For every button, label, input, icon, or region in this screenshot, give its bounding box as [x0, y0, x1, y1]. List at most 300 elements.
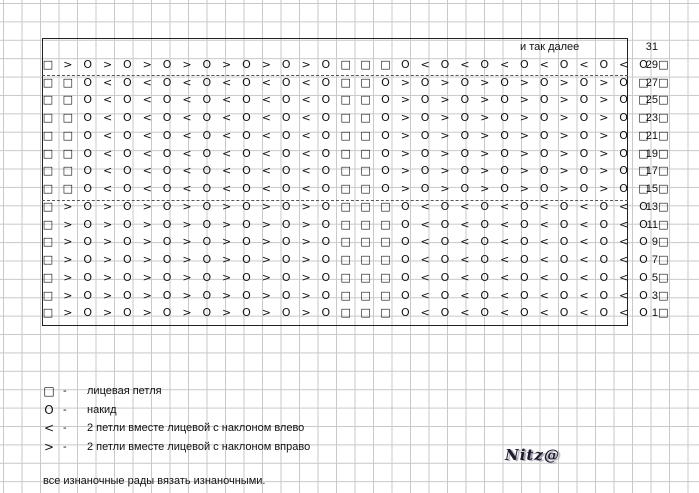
- stitch-cell: >: [599, 182, 609, 195]
- stitch-cell: >: [63, 270, 73, 284]
- stitch-cell: O: [321, 235, 331, 249]
- stitch-cell: <: [579, 288, 589, 302]
- stitch-cell: O: [83, 288, 93, 302]
- stitch-cell: □: [658, 93, 669, 107]
- stitch-cell: <: [619, 270, 629, 284]
- stitch-cell: O: [123, 146, 132, 160]
- stitch-cell: O: [440, 306, 450, 320]
- stitch-cell: >: [301, 57, 311, 71]
- stitch-cell: >: [440, 111, 450, 124]
- stitch-cell: O: [281, 164, 291, 178]
- stitch-cell: O: [520, 217, 529, 231]
- stitch-cell: O: [162, 182, 172, 195]
- stitch-cell: <: [261, 146, 271, 160]
- stitch-cell: >: [440, 128, 450, 142]
- stitch-cell: >: [222, 270, 232, 284]
- stitch-cell: □: [360, 306, 371, 320]
- stitch-cell: <: [420, 306, 430, 320]
- stitch-cell: □: [380, 235, 391, 249]
- stitch-cell: O: [281, 306, 291, 320]
- stitch-cell: >: [301, 306, 311, 320]
- stitch-cell: >: [599, 128, 609, 142]
- row-number: 25: [645, 94, 658, 107]
- stitch-cell: □: [638, 128, 649, 142]
- stitch-cell: □: [340, 111, 351, 124]
- stitch-cell: O: [162, 111, 172, 124]
- stitch-cell: >: [519, 75, 529, 89]
- stitch-cell: O: [242, 93, 251, 107]
- stitch-cell: O: [202, 253, 212, 266]
- stitch-cell: O: [123, 235, 132, 249]
- stitch-cell: □: [340, 128, 351, 142]
- stitch-cell: O: [579, 111, 589, 124]
- stitch-cell: O: [440, 270, 450, 284]
- stitch-cell: <: [102, 111, 113, 124]
- stitch-cell: O: [559, 235, 569, 249]
- stitch-cell: <: [182, 182, 192, 195]
- stitch-cell: <: [539, 288, 549, 302]
- stitch-cell: O: [440, 253, 450, 266]
- stitch-cell: O: [202, 93, 212, 107]
- stitch-cell: <: [420, 253, 430, 266]
- stitch-cell: O: [202, 217, 212, 231]
- stitch-cell: O: [242, 111, 251, 124]
- stitch-cell: <: [301, 75, 311, 89]
- stitch-cell: <: [102, 128, 113, 142]
- stitch-cell: O: [83, 270, 93, 284]
- stitch-cell: O: [440, 217, 450, 231]
- stitch-cell: O: [440, 199, 450, 213]
- stitch-cell: O: [162, 199, 172, 213]
- stitch-cell: <: [222, 93, 232, 107]
- stitch-cell: O: [281, 57, 291, 71]
- stitch-cell: O: [281, 199, 291, 213]
- stitch-cell: □: [380, 253, 391, 266]
- stitch-cell: >: [480, 111, 490, 124]
- stitch-cell: >: [222, 199, 232, 213]
- stitch-cell: O: [500, 164, 509, 178]
- stitch-cell: >: [102, 217, 113, 231]
- stitch-cell: □: [340, 253, 351, 266]
- stitch-cell: O: [321, 199, 331, 213]
- stitch-cell: <: [420, 199, 430, 213]
- stitch-cell: □: [360, 57, 371, 71]
- stitch-cell: O: [123, 182, 132, 195]
- stitch-cell: O: [480, 306, 490, 320]
- stitch-cell: O: [539, 93, 549, 107]
- stitch-cell: O: [440, 235, 450, 249]
- stitch-cell: >: [102, 270, 113, 284]
- stitch-cell: □: [638, 146, 649, 160]
- stitch-cell: >: [480, 164, 490, 178]
- stitch-cell: <: [579, 57, 589, 71]
- stitch-cell: O: [162, 270, 172, 284]
- legend-dash: -: [63, 385, 67, 397]
- stitch-cell: □: [62, 93, 74, 107]
- row-number: 15: [645, 183, 658, 195]
- stitch-cell: <: [499, 235, 510, 249]
- stitch-cell: O: [539, 164, 549, 178]
- stitch-cell: O: [520, 57, 529, 71]
- stitch-cell: O: [242, 199, 251, 213]
- stitch-cell: O: [162, 217, 172, 231]
- stitch-cell: O: [400, 288, 410, 302]
- stitch-cell: O: [242, 270, 251, 284]
- stitch-cell: >: [400, 164, 410, 178]
- stitch-cell: >: [400, 75, 410, 89]
- legend-symbol: O: [44, 403, 54, 417]
- row-number: 17: [645, 165, 658, 178]
- stitch-cell: >: [182, 199, 192, 213]
- stitch-cell: >: [559, 164, 569, 178]
- stitch-cell: O: [281, 253, 291, 266]
- stitch-cell: O: [520, 288, 529, 302]
- stitch-cell: <: [460, 253, 470, 266]
- stitch-cell: □: [658, 253, 669, 266]
- stitch-cell: O: [123, 306, 132, 320]
- stitch-cell: O: [619, 93, 628, 107]
- stitch-cell: O: [400, 199, 410, 213]
- stitch-cell: <: [619, 217, 629, 231]
- stitch-cell: >: [142, 270, 152, 284]
- stitch-cell: □: [42, 182, 54, 195]
- stitch-cell: O: [520, 253, 529, 266]
- stitch-cell: □: [360, 182, 371, 195]
- stitch-cell: O: [242, 164, 251, 178]
- stitch-cell: O: [460, 164, 470, 178]
- stitch-cell: >: [599, 164, 609, 178]
- stitch-cell: >: [261, 57, 271, 71]
- stitch-cell: □: [360, 288, 371, 302]
- stitch-cell: <: [420, 270, 430, 284]
- stitch-cell: >: [480, 146, 490, 160]
- stitch-cell: O: [83, 182, 93, 195]
- stitch-cell: >: [261, 199, 271, 213]
- stitch-cell: <: [222, 128, 232, 142]
- stitch-cell: O: [400, 57, 410, 71]
- stitch-cell: >: [480, 182, 490, 195]
- stitch-cell: >: [400, 111, 410, 124]
- stitch-cell: O: [420, 128, 430, 142]
- stitch-cell: <: [460, 217, 470, 231]
- stitch-cell: O: [400, 270, 410, 284]
- stitch-cell: >: [142, 288, 152, 302]
- stitch-cell: <: [301, 128, 311, 142]
- row-number: 19: [645, 147, 658, 160]
- stitch-cell: <: [102, 75, 113, 89]
- stitch-cell: O: [281, 217, 291, 231]
- stitch-cell: O: [242, 182, 251, 195]
- stitch-cell: <: [579, 199, 589, 213]
- stitch-cell: O: [599, 253, 609, 266]
- stitch-cell: O: [321, 128, 331, 142]
- stitch-cell: >: [261, 253, 271, 266]
- stitch-cell: <: [460, 288, 470, 302]
- stitch-cell: □: [340, 146, 351, 160]
- stitch-cell: >: [63, 217, 73, 231]
- stitch-cell: □: [638, 182, 649, 195]
- stitch-cell: <: [579, 235, 589, 249]
- stitch-cell: O: [242, 288, 251, 302]
- stitch-cell: O: [440, 57, 450, 71]
- stitch-cell: <: [499, 253, 510, 266]
- stitch-cell: >: [301, 270, 311, 284]
- stitch-cell: >: [440, 164, 450, 178]
- stitch-cell: O: [400, 235, 410, 249]
- stitch-cell: □: [360, 128, 371, 142]
- stitch-cell: O: [202, 270, 212, 284]
- stitch-cell: □: [340, 199, 351, 213]
- stitch-cell: >: [599, 111, 609, 124]
- stitch-cell: O: [83, 253, 93, 266]
- stitch-cell: <: [460, 235, 470, 249]
- stitch-cell: >: [559, 182, 569, 195]
- stitch-cell: O: [559, 288, 569, 302]
- stitch-cell: □: [42, 93, 54, 107]
- stitch-cell: O: [599, 270, 609, 284]
- stitch-cell: O: [162, 253, 172, 266]
- stitch-cell: >: [142, 217, 152, 231]
- stitch-cell: □: [42, 306, 54, 320]
- stitch-cell: O: [162, 306, 172, 320]
- stitch-cell: <: [499, 199, 510, 213]
- stitch-cell: <: [301, 164, 311, 178]
- stitch-cell: O: [500, 93, 509, 107]
- stitch-cell: O: [559, 270, 569, 284]
- stitch-cell: O: [281, 111, 291, 124]
- stitch-cell: <: [261, 111, 271, 124]
- legend-dash: -: [63, 404, 67, 416]
- stitch-cell: <: [539, 306, 549, 320]
- stitch-cell: O: [381, 111, 390, 124]
- stitch-cell: □: [340, 306, 351, 320]
- stitch-cell: <: [420, 288, 430, 302]
- stitch-cell: >: [480, 128, 490, 142]
- stitch-cell: □: [360, 270, 371, 284]
- stitch-cell: O: [539, 75, 549, 89]
- stitch-cell: O: [400, 306, 410, 320]
- stitch-cell: >: [400, 93, 410, 107]
- stitch-cell: <: [142, 111, 152, 124]
- stitch-cell: □: [42, 235, 54, 249]
- stitch-cell: O: [460, 93, 470, 107]
- stitch-cell: <: [142, 128, 152, 142]
- stitch-cell: <: [102, 93, 113, 107]
- continue-note: и так далее: [520, 41, 580, 53]
- stitch-cell: □: [658, 146, 669, 160]
- stitch-cell: O: [480, 270, 490, 284]
- stitch-cell: O: [579, 128, 589, 142]
- stitch-cell: O: [202, 235, 212, 249]
- stitch-cell: >: [102, 199, 113, 213]
- stitch-cell: O: [559, 253, 569, 266]
- stitch-cell: O: [520, 270, 529, 284]
- stitch-cell: >: [142, 57, 152, 71]
- stitch-cell: O: [123, 128, 132, 142]
- stitch-cell: <: [539, 270, 549, 284]
- stitch-cell: >: [222, 57, 232, 71]
- stitch-cell: <: [301, 93, 311, 107]
- stitch-cell: O: [202, 111, 212, 124]
- stitch-cell: O: [202, 164, 212, 178]
- stitch-cell: O: [162, 146, 172, 160]
- stitch-cell: <: [499, 288, 510, 302]
- stitch-cell: <: [301, 111, 311, 124]
- stitch-cell: >: [261, 288, 271, 302]
- stitch-cell: >: [559, 93, 569, 107]
- stitch-cell: O: [500, 75, 509, 89]
- row-number: 3: [651, 289, 658, 302]
- stitch-cell: >: [182, 217, 192, 231]
- stitch-cell: O: [500, 128, 509, 142]
- stitch-cell: □: [340, 217, 351, 231]
- stitch-cell: O: [480, 57, 490, 71]
- stitch-cell: >: [519, 164, 529, 178]
- stitch-cell: >: [480, 93, 490, 107]
- stitch-cell: <: [460, 306, 470, 320]
- stitch-cell: >: [63, 57, 73, 71]
- stitch-cell: O: [599, 199, 609, 213]
- stitch-cell: O: [381, 146, 390, 160]
- stitch-cell: >: [559, 111, 569, 124]
- stitch-cell: O: [480, 253, 490, 266]
- stitch-cell: □: [42, 111, 54, 124]
- stitch-cell: O: [242, 57, 251, 71]
- stitch-cell: O: [579, 93, 589, 107]
- stitch-cell: O: [281, 75, 291, 89]
- stitch-cell: O: [579, 182, 589, 195]
- stitch-cell: O: [619, 75, 628, 89]
- legend-symbol: <: [43, 421, 55, 435]
- stitch-cell: O: [539, 111, 549, 124]
- stitch-cell: <: [619, 199, 629, 213]
- stitch-cell: >: [440, 75, 450, 89]
- stitch-cell: □: [380, 57, 391, 71]
- legend-symbol: >: [43, 440, 55, 454]
- stitch-cell: O: [460, 182, 470, 195]
- stitch-cell: □: [638, 164, 649, 178]
- stitch-cell: O: [539, 146, 549, 160]
- stitch-cell: <: [539, 253, 549, 266]
- stitch-cell: >: [63, 199, 73, 213]
- stitch-cell: □: [360, 93, 371, 107]
- stitch-cell: O: [83, 146, 93, 160]
- stitch-cell: □: [360, 146, 371, 160]
- stitch-cell: O: [400, 217, 410, 231]
- stitch-cell: O: [480, 199, 490, 213]
- stitch-cell: O: [83, 235, 93, 249]
- stitch-cell: O: [83, 57, 93, 71]
- stitch-cell: O: [321, 306, 331, 320]
- stitch-cell: O: [520, 235, 529, 249]
- stitch-cell: >: [519, 128, 529, 142]
- stitch-cell: □: [340, 182, 351, 195]
- stitch-cell: O: [480, 217, 490, 231]
- stitch-cell: O: [321, 146, 331, 160]
- stitch-cell: O: [559, 199, 569, 213]
- stitch-cell: □: [340, 75, 351, 89]
- stitch-cell: □: [62, 111, 74, 124]
- stitch-cell: O: [83, 93, 93, 107]
- stitch-cell: >: [261, 270, 271, 284]
- stitch-cell: O: [281, 182, 291, 195]
- stitch-cell: O: [480, 235, 490, 249]
- stitch-cell: >: [63, 288, 73, 302]
- legend-text: 2 петли вместе лицевой с наклоном влево: [87, 422, 305, 434]
- stitch-cell: O: [579, 75, 589, 89]
- row-number: 13: [645, 200, 658, 213]
- stitch-cell: O: [480, 288, 490, 302]
- stitch-cell: O: [202, 288, 212, 302]
- stitch-cell: O: [123, 57, 132, 71]
- stitch-cell: O: [321, 164, 331, 178]
- stitch-cell: O: [321, 75, 331, 89]
- stitch-cell: □: [62, 164, 74, 178]
- stitch-cell: □: [62, 146, 74, 160]
- stitch-cell: <: [261, 164, 271, 178]
- stitch-cell: <: [142, 182, 152, 195]
- stitch-cell: >: [222, 217, 232, 231]
- stitch-cell: □: [340, 164, 351, 178]
- stitch-cell: □: [42, 164, 54, 178]
- stitch-cell: >: [599, 146, 609, 160]
- stitch-cell: O: [202, 146, 212, 160]
- stitch-cell: O: [321, 111, 331, 124]
- stitch-cell: >: [599, 93, 609, 107]
- stitch-cell: >: [182, 235, 192, 249]
- stitch-cell: <: [182, 128, 192, 142]
- stitch-cell: <: [222, 182, 232, 195]
- stitch-cell: □: [658, 270, 669, 284]
- stitch-cell: □: [42, 128, 54, 142]
- stitch-cell: <: [499, 306, 510, 320]
- stitch-cell: □: [360, 75, 371, 89]
- stitch-cell: <: [261, 75, 271, 89]
- stitch-cell: □: [42, 199, 54, 213]
- stitch-cell: O: [500, 111, 509, 124]
- stitch-cell: O: [460, 75, 470, 89]
- stitch-cell: <: [579, 306, 589, 320]
- stitch-cell: O: [599, 306, 609, 320]
- stitch-cell: <: [142, 164, 152, 178]
- stitch-cell: O: [520, 306, 529, 320]
- stitch-cell: □: [380, 288, 391, 302]
- stitch-cell: O: [202, 75, 212, 89]
- footer-note: все изнаночные рады вязать изнаночными.: [43, 475, 266, 487]
- stitch-cell: O: [381, 75, 390, 89]
- stitch-cell: >: [102, 57, 113, 71]
- stitch-cell: O: [381, 93, 390, 107]
- stitch-cell: >: [182, 306, 192, 320]
- stitch-cell: O: [202, 57, 212, 71]
- stitch-cell: <: [222, 146, 232, 160]
- stitch-cell: □: [658, 288, 669, 302]
- stitch-cell: O: [162, 128, 172, 142]
- row-number: 5: [651, 271, 658, 284]
- stitch-cell: O: [242, 128, 251, 142]
- stitch-cell: O: [202, 182, 212, 195]
- stitch-cell: O: [440, 288, 450, 302]
- stitch-cell: <: [619, 253, 629, 266]
- stitch-cell: □: [638, 111, 649, 124]
- stitch-cell: □: [62, 182, 74, 195]
- stitch-cell: >: [559, 128, 569, 142]
- stitch-cell: O: [460, 111, 470, 124]
- stitch-cell: O: [202, 128, 212, 142]
- stitch-cell: O: [639, 306, 648, 320]
- stitch-cell: O: [281, 270, 291, 284]
- stitch-cell: □: [42, 146, 54, 160]
